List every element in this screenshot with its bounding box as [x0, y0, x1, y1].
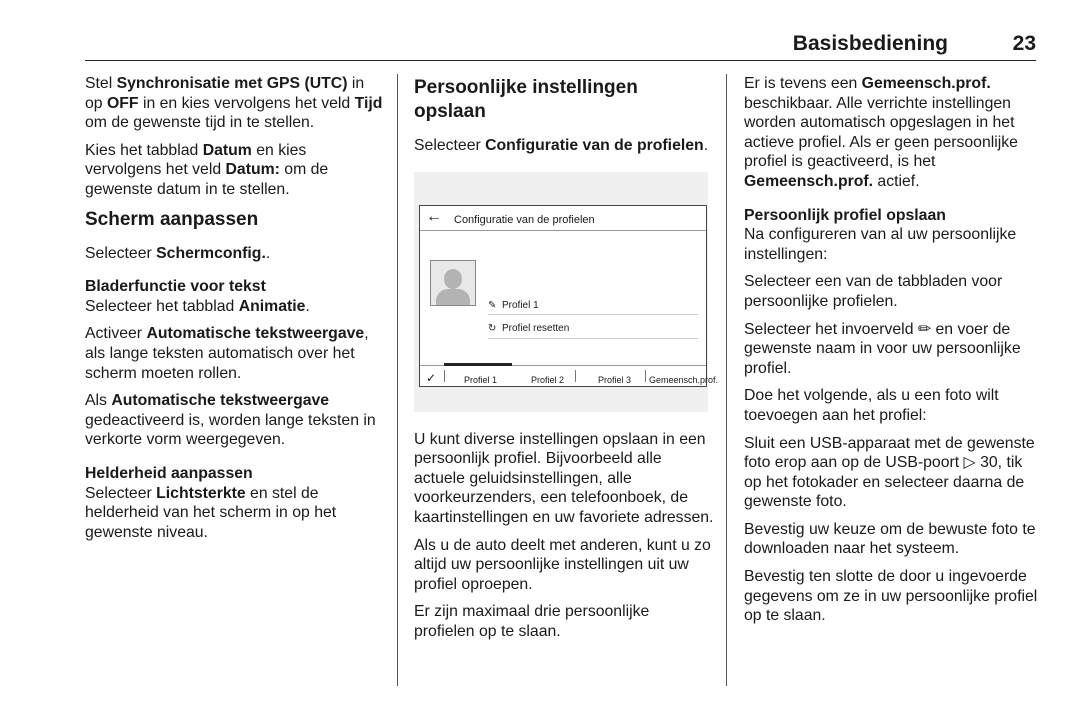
checkmark-icon[interactable]: ✓: [426, 370, 437, 385]
paragraph: [85, 277, 383, 316]
person-head-icon: [444, 269, 462, 289]
divider: [488, 338, 698, 339]
text: en stel de helderheid van het scherm in op het gewenste niveau.: [85, 484, 337, 541]
paragraph: U kunt diverse instellingen opslaan in een persoonlijk profiel. Bijvoorbeeld alle actuele geluidsinstellingen, alle voorkeurzenders, een telefoonboek, de kaartinstellingen en uw favoriete adressen.: [414, 430, 714, 526]
heading-persoonlijke-instellingen: Persoonlijke instellingen opslaan: [414, 77, 638, 122]
text: .: [265, 244, 271, 262]
paragraph: [414, 136, 714, 156]
bold-term: Gemeensch.prof.: [861, 75, 991, 92]
paragraph: [85, 74, 383, 133]
text: , als lange teksten automatisch over het scherm moeten rollen.: [85, 325, 369, 382]
paragraph: [85, 141, 383, 200]
paragraph: [744, 74, 1040, 192]
paragraph: [85, 324, 383, 383]
text: Activeer: [85, 325, 147, 343]
heading-scherm-aanpassen: Scherm aanpassen: [85, 208, 259, 230]
text: , tik op het fotokader en selecteer daarna de gewenste foto.: [744, 454, 1025, 511]
text: en kies vervolgens het veld: [85, 141, 307, 179]
bold-term: Configuratie van de profielen: [485, 137, 704, 154]
paragraph: Doe het volgende, als u een foto wilt toevoegen aan het profiel:: [744, 387, 999, 424]
column-divider: [397, 74, 398, 686]
bold-term: Automatische tekstweergave: [111, 392, 330, 410]
paragraph: [744, 434, 1040, 512]
paragraph: Er zijn maximaal drie persoonlijke profielen op te slaan.: [414, 603, 650, 640]
text: Sluit een USB-apparaat met de gewenste foto erop aan op de USB-poort: [744, 434, 1035, 472]
paragraph: Bevestig uw keuze om de bewuste foto te downloaden naar het systeem.: [744, 520, 1036, 558]
subheading-helderheid: Helderheid aanpassen: [85, 464, 253, 482]
screenshot-figure: [414, 172, 719, 412]
bold-term: Synchronisatie met GPS (UTC): [116, 75, 348, 92]
active-tab-indicator: [444, 363, 512, 366]
text: actief.: [873, 172, 920, 190]
paragraph: [85, 244, 383, 264]
text: Selecteer: [414, 137, 486, 154]
tab-profiel-3[interactable]: Profiel 3: [598, 374, 632, 385]
text: Selecteer het tabblad: [85, 297, 239, 315]
section-title: Basisbediening: [792, 32, 948, 55]
page-header: [85, 28, 1036, 61]
paragraph: [85, 464, 383, 542]
divider: [575, 370, 576, 382]
tab-profiel-2[interactable]: Profiel 2: [531, 374, 565, 385]
text: Stel: [85, 75, 117, 92]
profile-tabbar: [420, 365, 719, 386]
paragraph: [744, 206, 1040, 265]
text: Selecteer het invoerveld: [744, 320, 918, 338]
text: Als: [85, 392, 112, 410]
bold-term: Animatie: [238, 297, 306, 315]
bold-term: Automatische tekstweergave: [146, 325, 365, 343]
bold-term: Lichtsterkte: [156, 484, 246, 502]
bold-term: Tijd: [354, 94, 383, 112]
profile-photo-frame[interactable]: [430, 260, 476, 306]
text: .: [305, 297, 310, 315]
profile-reset-row[interactable]: [488, 319, 569, 339]
person-body-icon: [436, 289, 470, 306]
profile-config-screen: [419, 205, 719, 387]
text: Kies het tabblad: [85, 141, 203, 159]
text: Er is tevens een: [744, 75, 862, 92]
text: om de gewenste datum in te stellen.: [85, 161, 329, 198]
arrow-left-icon[interactable]: ←: [426, 207, 442, 225]
text: Na configureren van al uw persoonlijke instellingen:: [744, 226, 1017, 263]
text: in en kies vervolgens het veld: [138, 94, 355, 112]
divider: [645, 370, 646, 382]
text: om de gewenste tijd in te stellen.: [85, 114, 315, 132]
profile-reset-label: Profiel resetten: [502, 322, 570, 334]
reset-icon: ↻: [488, 322, 497, 334]
column-3: [744, 74, 1040, 634]
screen-titlebar: [420, 206, 706, 231]
tab-gemeensch-prof[interactable]: Gemeensch.prof.: [649, 374, 719, 385]
tab-profiel-1[interactable]: Profiel 1: [464, 374, 498, 385]
paragraph: [85, 391, 383, 450]
profile-name-row[interactable]: [488, 296, 539, 316]
paragraph: [744, 320, 1040, 379]
text: beschikbaar. Alle verrichte instellingen worden automatisch opgeslagen in het actieve profiel. Als er geen persoonlijke profiel is geactiveerd, is het: [744, 94, 1018, 171]
text: Selecteer: [85, 244, 157, 262]
column-1: [85, 74, 383, 550]
bold-term: Datum: [202, 141, 252, 159]
page-reference[interactable]: 30: [980, 454, 998, 472]
text: en voer de gewenste naam in voor uw persoonlijke profiel.: [744, 320, 1021, 377]
subheading-bladerfunctie: Bladerfunctie voor tekst: [85, 278, 266, 296]
paragraph: Selecteer een van de tabbladen voor persoonlijke profielen.: [744, 273, 1003, 310]
bold-term: Gemeensch.prof.: [744, 172, 874, 190]
text: gedeactiveerd is, worden lange teksten in verkorte vorm weergegeven.: [85, 411, 376, 449]
page-reference-icon: ▷: [963, 454, 976, 472]
page-number: 23: [1012, 32, 1036, 55]
pencil-icon: ✎: [488, 299, 497, 311]
subheading-persoonlijk-profiel: Persoonlijk profiel opslaan: [744, 206, 946, 224]
column-2: [414, 74, 719, 650]
profile-name-label: Profiel 1: [502, 299, 539, 311]
pencil-icon: ✏︎: [917, 320, 932, 338]
text: Selecteer: [85, 484, 157, 502]
screen-title: Configuratie van de profielen: [454, 213, 595, 226]
bold-term: Schermconfig.: [156, 244, 266, 262]
paragraph: Bevestig ten slotte de door u ingevoerde gegevens om ze in uw persoonlijke profiel op te slaan.: [744, 568, 1038, 625]
text: in op: [85, 75, 365, 112]
text: .: [703, 137, 709, 154]
bold-term: Datum:: [225, 161, 280, 179]
bold-term: OFF: [106, 94, 139, 112]
column-divider: [726, 74, 727, 686]
divider: [488, 314, 698, 315]
paragraph: Als u de auto deelt met anderen, kunt u zo altijd uw persoonlijke instellingen uit uw profiel oproepen.: [414, 536, 711, 593]
divider: [444, 370, 445, 382]
